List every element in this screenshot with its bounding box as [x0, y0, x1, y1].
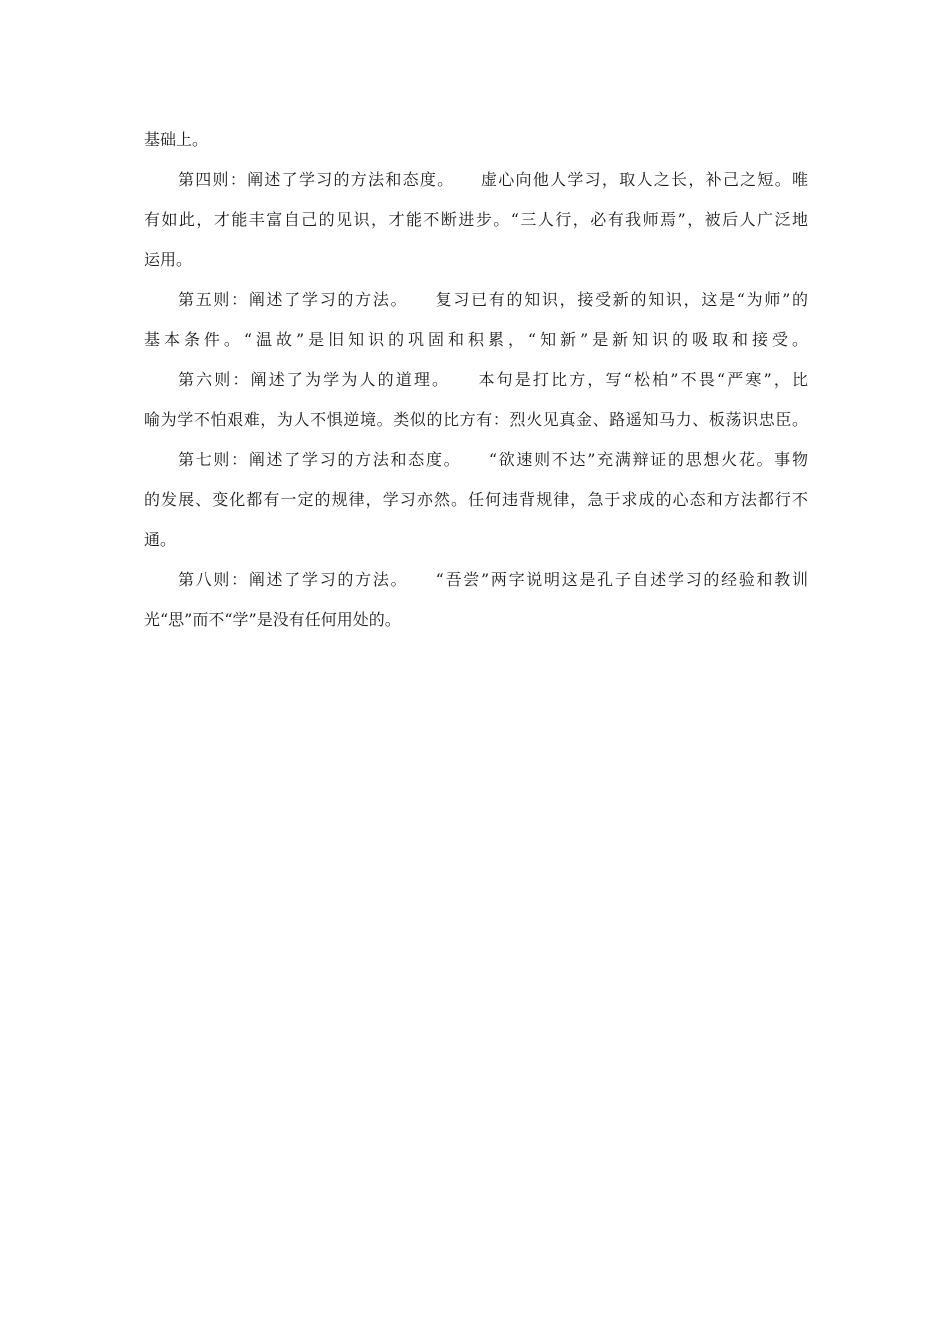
- document-body: [144, 120, 808, 640]
- paragraph-5-line-1: 第五则：阐述了学习的方法。 复习已有的知识，接受新的知识，这是“为师”的: [178, 290, 808, 309]
- paragraph-8-line-2: 光“思”而不“学”是没有任何用处的。: [144, 610, 401, 629]
- paragraph-6-line-2: 喻为学不怕艰难，为人不惧逆境。类似的比方有：烈火见真金、路遥知马力、板荡识忠臣。: [144, 410, 808, 429]
- paragraph-4-line-3: 运用。: [144, 250, 193, 269]
- paragraph-4-line-2: 有如此，才能丰富自己的见识，才能不断进步。“三人行，必有我师焉”，被后人广泛地: [144, 210, 808, 229]
- paragraph-5-line-2: 基本条件。“温故”是旧知识的巩固和积累，“知新”是新知识的吸取和接受。: [144, 330, 808, 349]
- paragraph-7-line-1: 第七则：阐述了学习的方法和态度。 “欲速则不达”充满辩证的思想火花。事物: [178, 450, 808, 469]
- paragraph-7-line-2: 的发展、变化都有一定的规律，学习亦然。任何违背规律，急于求成的心态和方法都行不: [144, 490, 808, 509]
- paragraph-4-line-1: 第四则：阐述了学习的方法和态度。 虚心向他人学习，取人之长，补己之短。唯: [178, 170, 808, 189]
- text-line: 基础上。: [144, 130, 209, 149]
- paragraph-6-line-1: 第六则：阐述了为学为人的道理。 本句是打比方，写“松柏”不畏“严寒”，比: [178, 370, 808, 389]
- paragraph-7-line-3: 通。: [144, 530, 177, 549]
- paragraph-8-line-1: 第八则：阐述了学习的方法。 “吾尝”两字说明这是孔子自述学习的经验和教训: [178, 570, 808, 589]
